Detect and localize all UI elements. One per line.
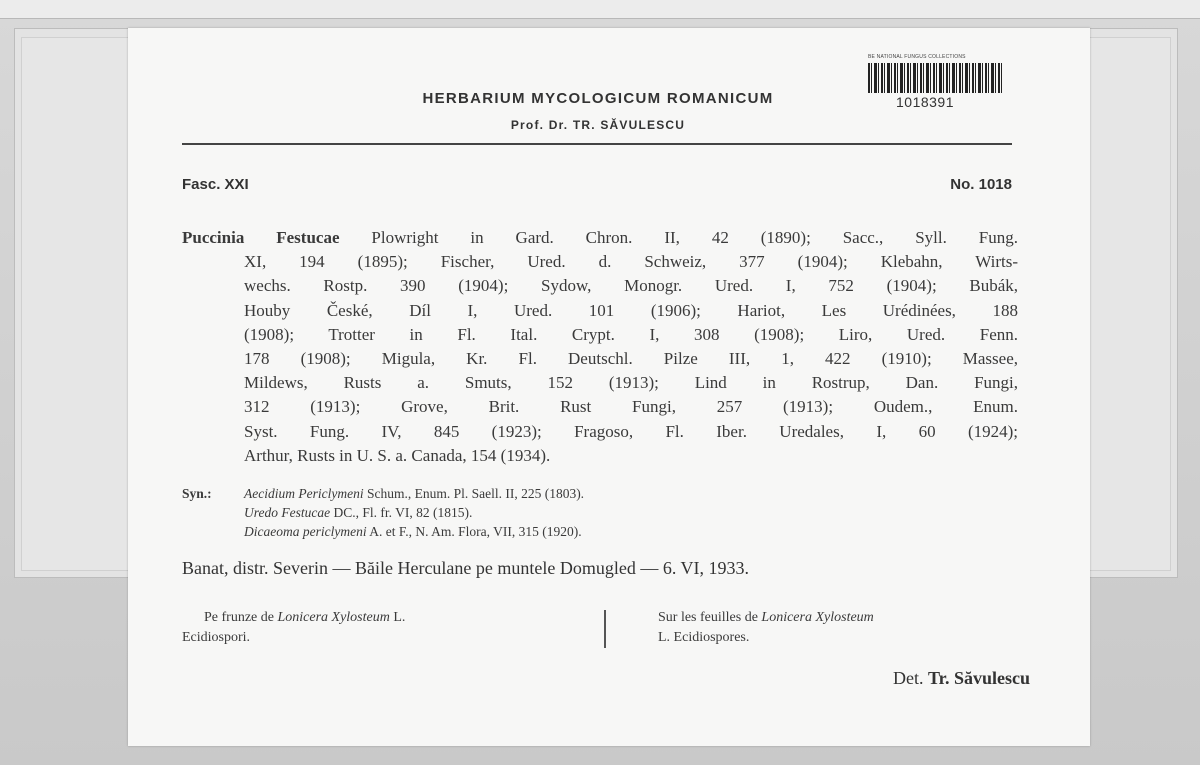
synonym-name: Aecidium Periclymeni	[244, 486, 364, 501]
determiner	[893, 668, 1030, 689]
determiner-prefix: Det.	[892, 668, 924, 688]
host-ro-stage: Ecidiospori.	[182, 630, 251, 645]
citation-first-line: Plowright in Gard. Chron. II, 42 (1890); Sacc., Syll. Fung.	[371, 228, 1018, 247]
species-name: Puccinia Festucae	[182, 228, 340, 247]
synonym-reference: DC., Fl. fr. VI, 82 (1815).	[333, 505, 473, 520]
taxon-citation	[182, 226, 1018, 468]
synonym-entry	[182, 522, 982, 541]
synonyms-block	[182, 484, 982, 541]
synonym-entry	[182, 503, 982, 522]
herbarium-label	[128, 28, 1090, 746]
herbarium-curator: Prof. Dr. TR. SĂVULESCU	[510, 118, 686, 132]
herbarium-title: HERBARIUM MYCOLOGICUM ROMANICUM	[422, 90, 774, 107]
synonym-name: Uredo Festucae	[244, 505, 331, 520]
citation-line	[182, 226, 1018, 250]
fascicle-label: Fasc. XXI	[182, 176, 249, 193]
synonyms-label: Syn.:	[182, 486, 212, 501]
host-plant-name: Lonicera Xylosteum	[277, 610, 390, 625]
determiner-name: Tr. Săvulescu	[927, 668, 1030, 688]
barcode-caption: BE NATIONAL FUNGUS COLLECTIONS	[868, 54, 966, 60]
host-ro-prefix: Pe frunze de	[204, 610, 274, 625]
barcode-label	[868, 54, 1008, 118]
synonym-reference: A. et F., N. Am. Flora, VII, 315 (1920).	[369, 524, 582, 539]
synonym-name: Dicaeoma periclymeni	[244, 524, 367, 539]
specimen-number: No. 1018	[950, 176, 1012, 193]
header-divider	[182, 143, 1012, 145]
host-plant-name: Lonicera Xylosteum	[761, 610, 874, 625]
citation-line: Arthur, Rusts in U. S. a. Canada, 154 (1934).	[244, 445, 551, 465]
barcode-icon	[868, 63, 1002, 93]
host-fr-prefix: Sur les feuilles de	[658, 610, 758, 625]
collection-locality: Banat, distr. Severin — Băile Herculane pe muntele Domugled — 6. VI, 1933.	[182, 558, 750, 578]
synonym-reference: Schum., Enum. Pl. Saell. II, 225 (1803).	[366, 486, 585, 501]
host-divider	[604, 610, 606, 648]
citation-line: Mildews, Rusts a. Smuts, 152 (1913); Lind in Rostrup, Dan. Fungi,	[244, 373, 1018, 393]
upper-sheet-edge	[0, 0, 1200, 19]
host-fr-stage: L. Ecidiospores.	[658, 630, 750, 645]
citation-line: 178 (1908); Migula, Kr. Fl. Deutschl. Pilze III, 1, 422 (1910); Massee,	[244, 349, 1018, 369]
citation-line: Houby České, Díl I, Ured. 101 (1906); Hariot, Les Urédinées, 188	[244, 300, 1018, 320]
citation-line: wechs. Rostp. 390 (1904); Sydow, Monogr. Ured. I, 752 (1904); Bubák,	[244, 276, 1018, 296]
host-ro-line	[182, 608, 582, 628]
host-ro-author: L.	[393, 610, 406, 625]
citation-line: 312 (1913); Grove, Brit. Rust Fungi, 257 (1913); Oudem., Enum.	[244, 397, 1018, 417]
synonym-entry	[182, 484, 982, 503]
citation-line: (1908); Trotter in Fl. Ital. Crypt. I, 308 (1908); Liro, Ured. Fenn.	[244, 324, 1018, 344]
host-fr-line	[658, 608, 1038, 628]
citation-line: XI, 194 (1895); Fischer, Ured. d. Schweiz, 377 (1904); Klebahn, Wirts-	[244, 252, 1018, 272]
host-french	[658, 608, 1038, 648]
citation-line: Syst. Fung. IV, 845 (1923); Fragoso, Fl. Iber. Uredales, I, 60 (1924);	[244, 421, 1018, 441]
host-romanian	[182, 608, 582, 648]
barcode-number: 1018391	[896, 94, 955, 110]
